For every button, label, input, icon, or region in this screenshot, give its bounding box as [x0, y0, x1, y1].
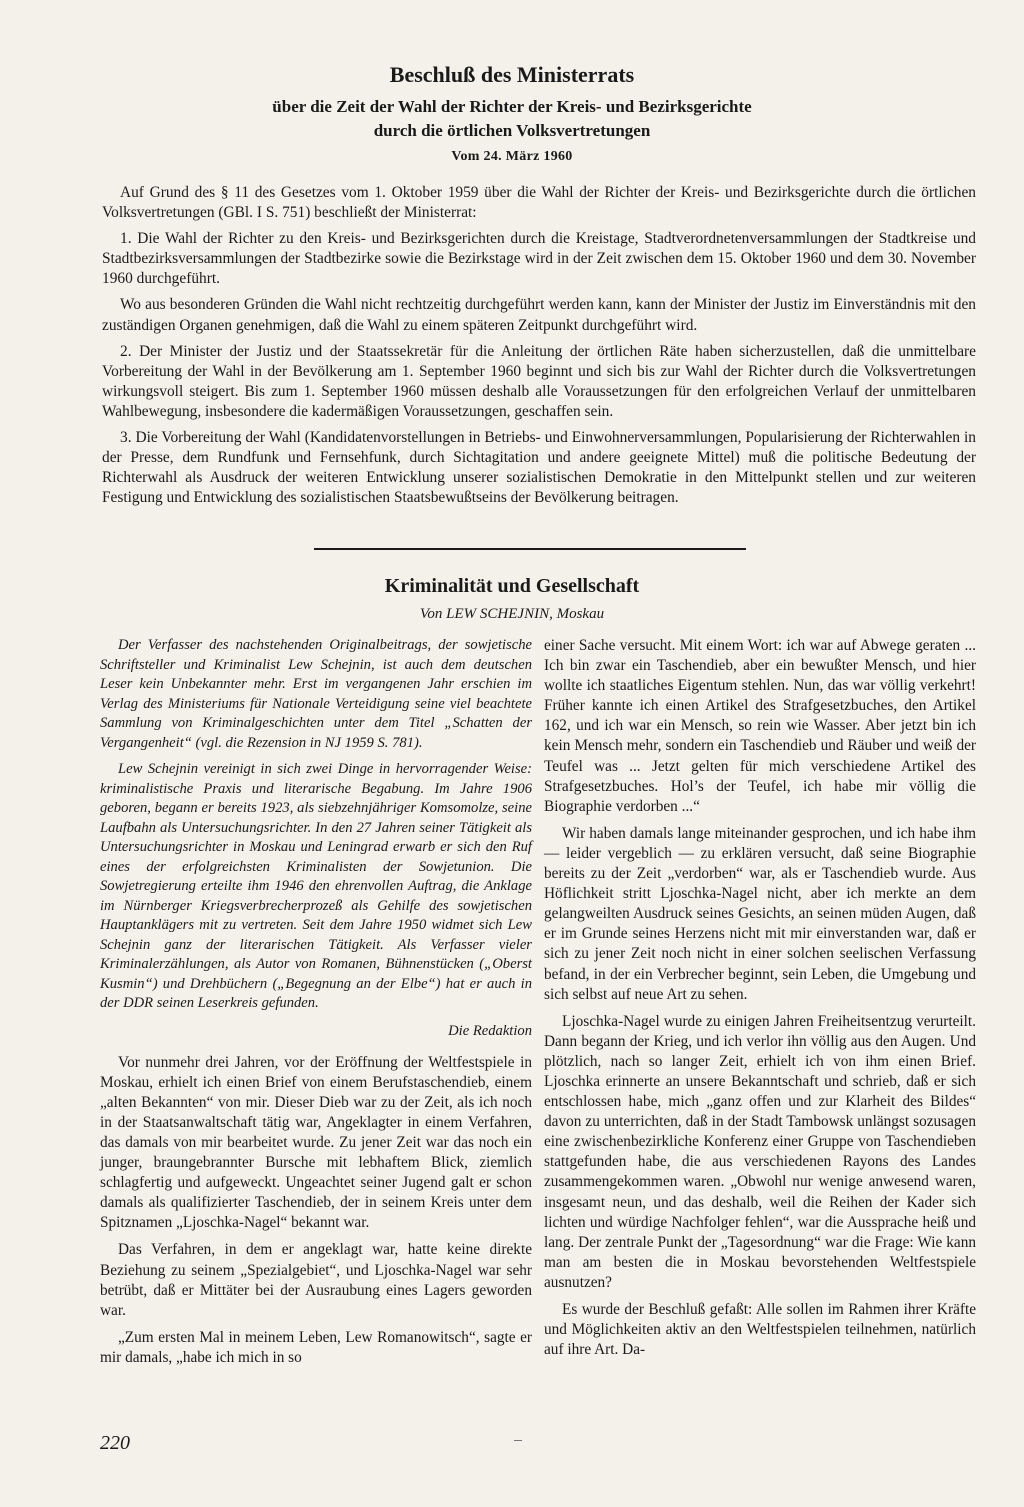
article-paragraph: einer Sache versucht. Mit einem Wort: ich war auf Abwege geraten ... Ich bin zwar ein Taschendieb, aber ein bewußter Mensch, und hier wollte ich staatliches Eigentum stehlen. Nun, das war völlig verkehrt! Früher kannte ich einen Artikel des Strafgesetzbuches, den Artikel 162, und ich war ein Mensch, so rein wie Wasser. Aber jetzt bin ich kein Mensch mehr, sondern ein Taschendieb und Räuber und weiß der Teufel was ... Jetzt gelten für mich verschiedene Artikel des Strafgesetzbuches. Hol’s der Teufel, ich habe mir völlig die Biographie verdorben ...“: [544, 637, 976, 815]
decree-paragraph: 2. Der Minister der Justiz und der Staatssekretär für die Anleitung der örtlichen Räte haben sicherzustellen, daß die unmittelbare Vorbereitung der Wahl in der Bevölkerung am 1. September 1960 beginnt und sich bis zur Wahl der Richter durch die Volksvertretungen wirkungsvoll steigert. Bis zum 1. September 1960 müssen deshalb alle Voraussetzungen für den erfolgreichen Verlauf der unmittelbaren Wahlbewegung, insbesondere die kadermäßigen Voraussetzungen, geschaffen sein.: [102, 342, 976, 420]
editorial-intro-paragraph: Der Verfasser des nachstehenden Originalbeitrags, der sowjetische Schriftsteller und Kriminalist Lew Schejnin, ist auch dem deutschen Leser kein Unbekannter mehr. Erst im vergangenen Jahr erschien im Verlag des Ministeriums für Nationale Verteidigung seine viel beachtete Sammlung von Kriminalgeschichten unter dem Titel „Schatten der Vergangenheit“ (vgl. die Rezension in NJ 1959 S. 781).: [100, 637, 532, 751]
article-right-column: [544, 636, 976, 1367]
decree-paragraph: Wo aus besonderen Gründen die Wahl nicht rechtzeitig durchgeführt werden kann, kann der Minister der Justiz im Einverständnis mit den zuständigen Organen genehmigen, daß die Wahl zu einem späteren Zeitpunkt durchgeführt wird.: [102, 296, 976, 334]
decree-paragraph: 3. Die Vorbereitung der Wahl (Kandidatenvorstellungen in Betriebs- und Einwohnerversammlungen, Popularisierung der Richterwahlen in der Presse, dem Rundfunk und Fernsehfunk, durch Sichtagitation und andere geeignete Mittel) muß die politische Bedeutung der Richterwahl als Ausdruck der weiteren Entwicklung unserer sozialistischen Demokratie in den Mittelpunkt stellen und zur weiteren Festigung und Entwicklung des sozialistischen Staatsbewußtseins der Bevölkerung beitragen.: [102, 429, 976, 507]
article-paragraph: „Zum ersten Mal in meinem Leben, Lew Romanowitsch“, sagte er mir damals, „habe ich mich in so: [100, 1328, 532, 1366]
page-number: 220: [100, 1432, 130, 1454]
decree-subtitle-line-1: über die Zeit der Wahl der Richter der Kreis- und Bezirksgerichte: [272, 97, 752, 116]
article-paragraph: Es wurde der Beschluß gefaßt: Alle sollen im Rahmen ihrer Kräfte und Möglichkeiten aktiv an den Weltfestspielen teilnehmen, natürlich auf ihre Art. Da-: [544, 1301, 976, 1359]
article-title: Kriminalität und Gesellschaft: [384, 575, 640, 597]
editorial-intro-paragraph: Lew Schejnin vereinigt in sich zwei Dinge in hervorragender Weise: kriminalistische Praxis und literarische Begabung. Im Jahre 1906 geboren, begann er bereits 1923, als siebzehnjähriger Komsomolze, seine Laufbahn als Untersuchungsrichter. In den 27 Jahren seiner Tätigkeit als Untersuchungsrichter in Moskau und Leningrad erwarb er sich den Ruf eines der erfolgreichsten Kriminalisten der Sowjetunion. Die Sowjetregierung erteilte ihm 1946 den ehrenvollen Auftrag, die Anklage im Nürnberger Kriegsverbrecherprozeß als Gehilfe des sowjetischen Hauptanklägers mit zu vertreten. Seit dem Jahre 1950 widmet sich Lew Schejnin ganz der literarischen Tätigkeit. Als Verfasser vieler Kriminalerzählungen, als Autor von Romanen, Bühnenstücken („Oberst Kusmin“) und Drehbüchern („Begegnung an der Elbe“) hat er auch in der DDR seinen Leserkreis gefunden.: [100, 761, 532, 1011]
decree-body: [102, 183, 976, 514]
decree-paragraph: Auf Grund des § 11 des Gesetzes vom 1. Oktober 1959 über die Wahl der Richter der Kreis- und Bezirksgerichte durch die örtlichen Volksvertretungen (GBl. I S. 751) beschließt der Ministerrat:: [102, 184, 976, 222]
article-left-column: [100, 636, 532, 1375]
editorial-signature: Die Redaktion: [448, 1022, 532, 1039]
article-author: Von LEW SCHEJNIN, Moskau: [419, 606, 605, 622]
decree-date: Vom 24. März 1960: [451, 149, 573, 164]
article-paragraph: Ljoschka-Nagel wurde zu einigen Jahren Freiheitsentzug verurteilt. Dann begann der Krieg, und ich verlor ihn völlig aus den Augen. Und plötzlich, nach so langer Zeit, erhielt ich von ihm einen Brief. Ljoschka erinnerte an unsere Bekanntschaft und schrieb, daß er sich entschlossen habe, mich „ganz offen und zur Klarheit des Bildes“ davon zu unterrichten, daß in der Stadt Tambowsk unlängst sozusagen eine zwischenbezirkliche Konferenz einer Gruppe von Taschendieben stattgefunden habe, die aus verschiedenen Rayons des Landes zusammengekommen waren. „Obwohl nur wenige anwesend waren, insgesamt neun, und das deshalb, weil die Reihen der Kader sich lichten und würdige Nachfolger fehlen“, war die Aussprache heiß und lang. Der zentrale Punkt der „Tagesordnung“ war die Frage: Wie kann man am besten die in Moskau bevorstehenden Weltfestspiele ausnutzen?: [544, 1012, 976, 1291]
article-paragraph: Wir haben damals lange miteinander gesprochen, und ich habe ihm — leider vergeblich — zu erklären versucht, daß seine Biographie bereits zu der Zeit „verdorben“ war, als er Taschendieb wurde. Aus Höflichkeit stritt Ljoschka-Nagel nicht, aber ich merkte an dem gelangweilten Ausdruck seines Gesichts, an seinen müden Augen, daß er im Grunde seines Herzens nicht mit mir einverstanden war, daß er sich zu jener Zeit noch nicht in einer solchen seelischen Verfassung befand, in der ein Verbrecher beginnt, sein Leben, die Umgebung und sich selbst auf neue Art zu sehen.: [544, 824, 976, 1003]
decree-paragraph: 1. Die Wahl der Richter zu den Kreis- und Bezirksgerichten durch die Kreistage, Stadtverordnetenversammlungen der Stadtkreise und Stadtbezirksversammlungen der Stadtbezirke sowie die Bezirkstage wird in der Zeit zwischen dem 15. Oktober 1960 und dem 30. November 1960 durchgeführt.: [102, 230, 976, 288]
section-divider: [314, 548, 746, 550]
decree-title: Beschluß des Ministerrats: [389, 62, 635, 87]
decree-subtitle-line-2: durch die örtlichen Volksvertretungen: [373, 121, 651, 140]
article-paragraph: Das Verfahren, in dem er angeklagt war, hatte keine direkte Beziehung zu seinem „Spezialgebiet“, und Ljoschka-Nagel war sehr betrübt, daß er Mittäter bei der Ausraubung eines Lagers geworden war.: [100, 1241, 532, 1319]
article-paragraph: Vor nunmehr drei Jahren, vor der Eröffnung der Weltfestspiele in Moskau, erhielt ich einen Brief von einem Berufstaschendieb, einem „alten Bekannten“ von mir. Dieser Dieb war zu der Zeit, als ich noch in der Staatsanwaltschaft tätig war, Angeklagter in einem Verfahren, das damals von mir bearbeitet wurde. Zu jener Zeit war das noch ein junger, braungebrannter Bursche mit lebhaftem Blick, ziemlich schlagfertig und aufgeweckt. Ungeachtet seiner Jugend galt er schon damals als qualifizierter Taschendieb, der in seinem Kreis unter dem Spitznamen „Ljoschka-Nagel“ bekannt war.: [100, 1053, 532, 1232]
footer-mark: [514, 1440, 522, 1441]
